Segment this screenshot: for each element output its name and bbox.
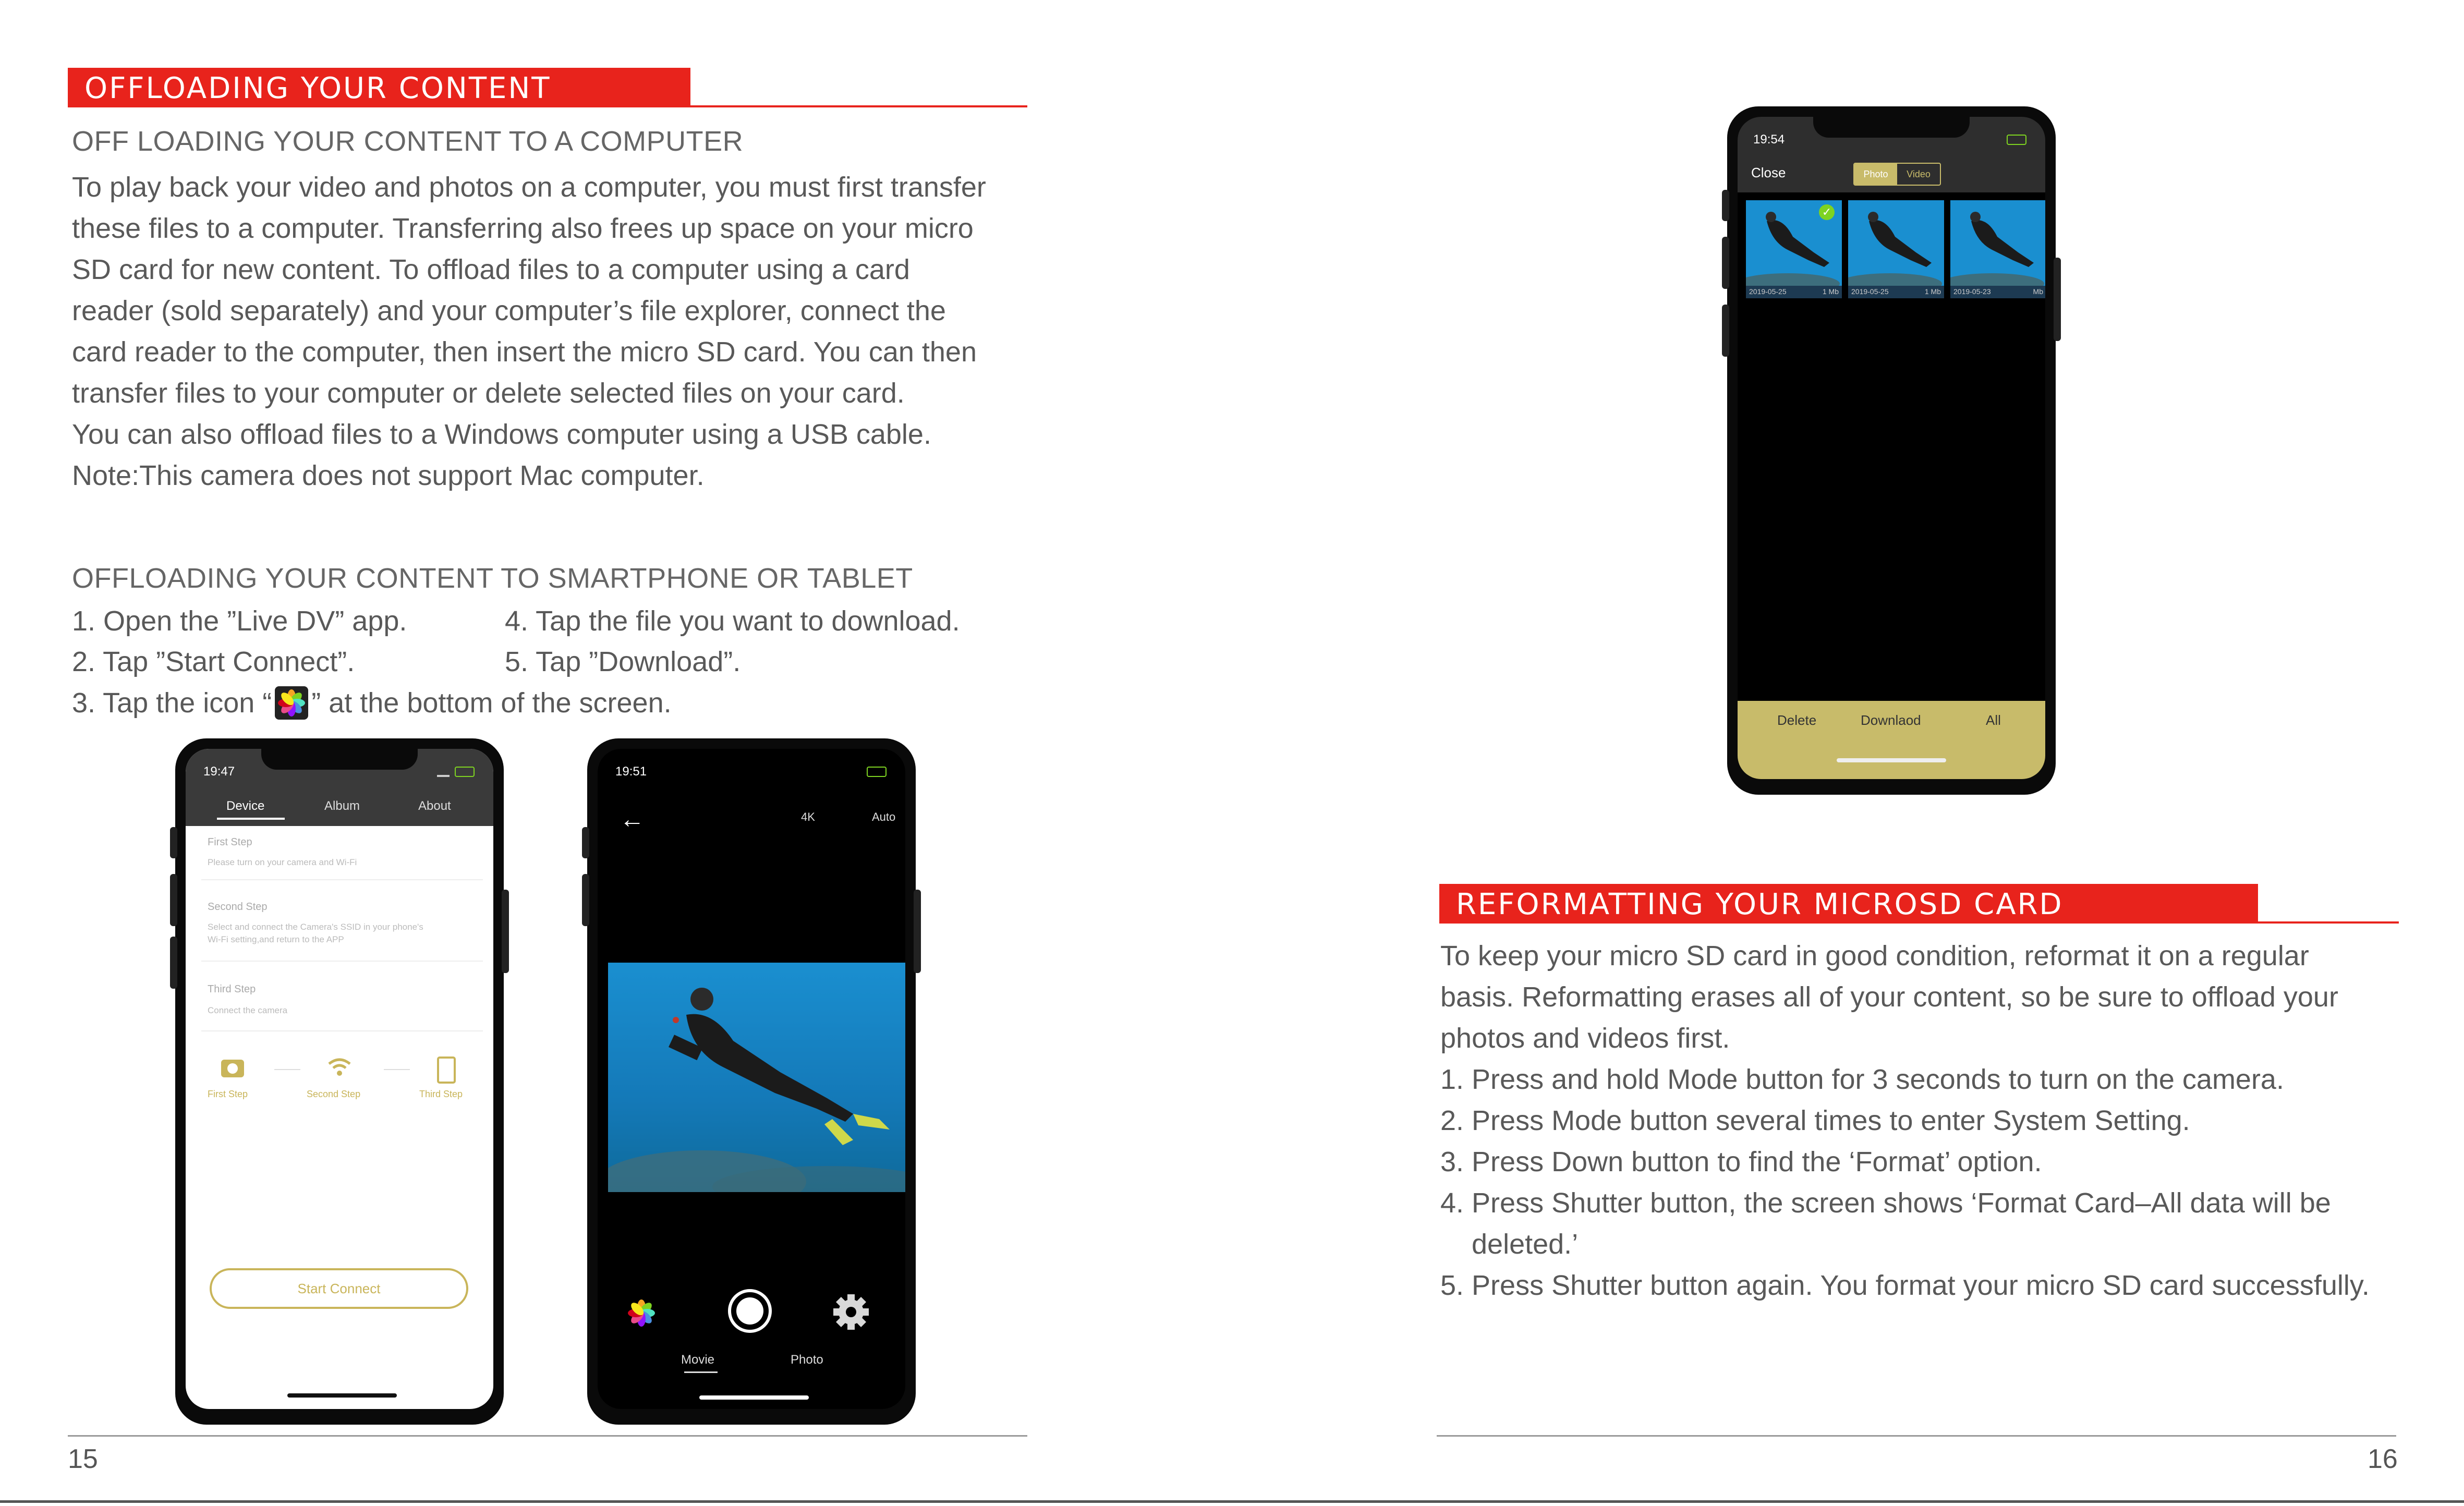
download-button[interactable]: Downlaod bbox=[1861, 712, 1921, 728]
thumbnail-1[interactable] bbox=[1746, 200, 1842, 298]
tab-about[interactable]: About bbox=[418, 799, 451, 813]
battery-icon bbox=[455, 767, 475, 777]
third-step-title: Third Step bbox=[208, 983, 256, 995]
second-step-desc-1: Select and connect the Camera's SSID in your phone's bbox=[208, 922, 423, 932]
thumb-size: Mb bbox=[2033, 287, 2043, 296]
flow-line bbox=[274, 1069, 300, 1070]
tab-device[interactable]: Device bbox=[226, 799, 265, 813]
reformat-line: 5. Press Shutter button again. You format your micro SD card successfully. bbox=[1440, 1270, 2370, 1301]
camera-screen bbox=[598, 749, 905, 1409]
reformat-line: To keep your micro SD card in good condition, reformat it on a regular bbox=[1440, 940, 2309, 971]
reformat-line: deleted.’ bbox=[1440, 1229, 1579, 1260]
settings-gear-icon[interactable] bbox=[831, 1292, 871, 1332]
computer-paragraph bbox=[72, 167, 986, 496]
second-step-title: Second Step bbox=[208, 901, 268, 913]
reformat-text bbox=[1440, 936, 2370, 1306]
segment-video[interactable]: Video bbox=[1907, 169, 1931, 179]
flow-label-first: First Step bbox=[208, 1089, 248, 1099]
phone-camera-screenshot bbox=[587, 738, 916, 1425]
para-line: You can also offload files to a Windows computer using a USB cable. bbox=[72, 419, 931, 450]
reformat-line: 1. Press and hold Mode button for 3 seconds to turn on the camera. bbox=[1440, 1064, 2284, 1095]
thumb-date: 2019-05-25 bbox=[1749, 287, 1787, 296]
subhead-smartphone: OFFLOADING YOUR CONTENT TO SMARTPHONE OR TABLET bbox=[72, 563, 913, 594]
flow-line bbox=[384, 1069, 410, 1070]
phone-app-screenshot bbox=[175, 738, 504, 1425]
camera-preview-image bbox=[608, 963, 905, 1192]
phone-album-screenshot bbox=[1727, 106, 2056, 795]
status-time: 19:51 bbox=[615, 764, 647, 779]
segment-photo[interactable]: Photo bbox=[1854, 164, 1897, 185]
app-screen bbox=[186, 749, 493, 1409]
battery-icon bbox=[867, 767, 887, 777]
mode-label[interactable]: Auto bbox=[872, 810, 896, 823]
camera-icon bbox=[221, 1060, 244, 1077]
reformat-line: basis. Reformatting erases all of your content, so be sure to offload your bbox=[1440, 981, 2338, 1013]
para-line: reader (sold separately) and your computer’s file explorer, connect the bbox=[72, 295, 946, 326]
para-line: To play back your video and photos on a computer, you must first transfer bbox=[72, 172, 986, 203]
segment-control bbox=[1853, 163, 1941, 186]
photos-gallery-icon[interactable] bbox=[625, 1296, 658, 1330]
thumbnail-2[interactable] bbox=[1848, 200, 1944, 298]
page-number-left: 15 bbox=[68, 1444, 98, 1474]
step-5: 5. Tap ”Download”. bbox=[505, 646, 741, 677]
resolution-label[interactable]: 4K bbox=[801, 810, 815, 823]
delete-button[interactable]: Delete bbox=[1777, 712, 1817, 728]
page-number-right: 16 bbox=[2368, 1444, 2398, 1474]
start-connect-button[interactable]: Start Connect bbox=[210, 1268, 468, 1309]
thumb-date: 2019-05-23 bbox=[1953, 287, 1991, 296]
album-screen bbox=[1738, 117, 2045, 779]
step-3-suffix: ” at the bottom of the screen. bbox=[311, 687, 672, 719]
phone-connect-icon bbox=[437, 1056, 456, 1084]
second-step-desc-2: Wi-Fi setting,and return to the APP bbox=[208, 934, 344, 944]
subhead-computer: OFF LOADING YOUR CONTENT TO A COMPUTER bbox=[72, 126, 744, 157]
battery-icon bbox=[2007, 135, 2026, 145]
reformat-line: photos and videos first. bbox=[1440, 1023, 1730, 1054]
step-4: 4. Tap the file you want to download. bbox=[505, 605, 960, 637]
status-time: 19:47 bbox=[203, 764, 235, 779]
para-line: card reader to the computer, then insert the micro SD card. You can then bbox=[72, 336, 977, 368]
third-step-desc: Connect the camera bbox=[208, 1005, 288, 1015]
tab-album[interactable]: Album bbox=[324, 799, 360, 813]
thumb-size: 1 Mb bbox=[1924, 287, 1941, 296]
step-2: 2. Tap ”Start Connect”. bbox=[72, 646, 355, 677]
movie-underline bbox=[684, 1371, 718, 1373]
step-3 bbox=[72, 686, 672, 720]
flow-label-third: Third Step bbox=[419, 1089, 463, 1099]
tab-movie[interactable]: Movie bbox=[681, 1353, 715, 1367]
signal-icon bbox=[437, 767, 450, 777]
reformat-line: 2. Press Mode button several times to enter System Setting. bbox=[1440, 1105, 2190, 1136]
back-arrow-icon[interactable]: ← bbox=[620, 806, 645, 833]
para-line: these files to a computer. Transferring also frees up space on your micro bbox=[72, 213, 974, 244]
section-banner-offloading bbox=[68, 68, 1027, 107]
thumb-size: 1 Mb bbox=[1822, 287, 1839, 296]
wifi-icon bbox=[326, 1056, 353, 1077]
shutter-button[interactable] bbox=[728, 1289, 772, 1333]
reformat-line: 3. Press Down button to find the ‘Format’ option. bbox=[1440, 1146, 2042, 1177]
thumbnail-3[interactable] bbox=[1950, 200, 2045, 298]
status-time: 19:54 bbox=[1753, 132, 1785, 147]
para-line: transfer files to your computer or delete selected files on your card. bbox=[72, 378, 905, 409]
banner-title: OFFLOADING YOUR CONTENT bbox=[84, 71, 551, 105]
para-line: Note:This camera does not support Mac computer. bbox=[72, 460, 705, 491]
first-step-desc: Please turn on your camera and Wi-Fi bbox=[208, 857, 357, 867]
tab-photo[interactable]: Photo bbox=[791, 1353, 823, 1367]
close-button[interactable]: Close bbox=[1751, 165, 1786, 180]
tab-device-underline bbox=[217, 818, 285, 820]
para-line: SD card for new content. To offload files to a computer using a card bbox=[72, 254, 910, 285]
flow-label-second: Second Step bbox=[307, 1089, 361, 1099]
thumb-date: 2019-05-25 bbox=[1851, 287, 1889, 296]
section-banner-reformatting bbox=[1439, 884, 2399, 924]
step-1: 1. Open the ”Live DV” app. bbox=[72, 605, 407, 637]
step-3-prefix: 3. Tap the icon “ bbox=[72, 687, 272, 719]
reformat-line: 4. Press Shutter button, the screen shows ‘Format Card–All data will be bbox=[1440, 1187, 2331, 1219]
photos-app-icon bbox=[275, 686, 308, 720]
all-button[interactable]: All bbox=[1986, 712, 2001, 728]
selected-check-icon: ✓ bbox=[1819, 204, 1835, 220]
banner-title: REFORMATTING YOUR MICROSD CARD bbox=[1456, 888, 2064, 921]
first-step-title: First Step bbox=[208, 836, 252, 848]
album-action-bar bbox=[1738, 701, 2045, 779]
